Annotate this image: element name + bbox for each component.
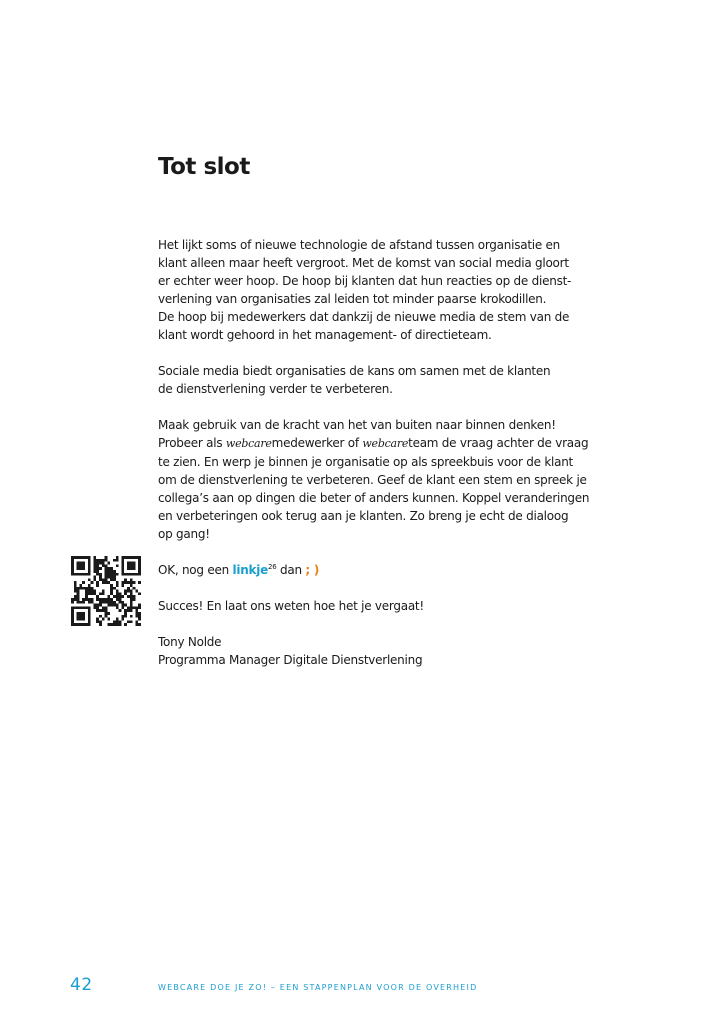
signature-name: Tony Nolde xyxy=(158,635,222,649)
text-span: dan xyxy=(276,563,306,577)
text-line: klant alleen maar heeft vergroot. Met de komst van social media gloort xyxy=(158,256,569,270)
signature xyxy=(158,633,578,669)
text-line: Het lijkt soms of nieuwe technologie de afstand tussen organisatie en xyxy=(158,238,561,252)
text-line: collega’s aan op dingen die beter of anders kunnen. Koppel veranderingen xyxy=(158,491,590,505)
text-line: de dienstverlening verder te verbeteren. xyxy=(158,382,393,396)
page-number: 42 xyxy=(70,975,93,995)
text-line: Sociale media biedt organisaties de kans om samen met de klanten xyxy=(158,364,551,378)
qr-code-icon[interactable] xyxy=(71,556,141,626)
text-span: medewerker of xyxy=(271,436,363,450)
text-span: team de vraag achter de vraag xyxy=(408,436,589,450)
text-line: op gang! xyxy=(158,527,210,541)
paragraph-social-media xyxy=(158,362,578,398)
footer-title: WEBCARE DOE JE ZO! – EEN STAPPENPLAN VOOR DE OVERHEID xyxy=(158,983,478,992)
paragraph-closing xyxy=(158,597,578,615)
emphasis-webcare: webcare xyxy=(362,437,409,450)
body-text xyxy=(158,236,590,687)
text-line: en verbeteringen ook terug aan je klanten. Zo breng je echt de dialoog xyxy=(158,509,569,523)
smiley: ; ) xyxy=(305,563,320,577)
paragraph-advice xyxy=(158,416,590,543)
paragraph-intro xyxy=(158,236,578,344)
text-line: er echter weer hoop. De hoop bij klanten dat hun reacties op de dienst- xyxy=(158,274,572,288)
linkje-link[interactable]: linkje xyxy=(232,563,269,577)
footnote-marker: 26 xyxy=(268,563,277,571)
text-line: klant wordt gehoord in het management- of directieteam. xyxy=(158,328,492,342)
text-line xyxy=(158,434,589,453)
paragraph-link xyxy=(158,561,578,579)
page-title: Tot slot xyxy=(158,154,250,180)
text-line: om de dienstverlening te verbeteren. Geef de klant een stem en spreek je xyxy=(158,473,587,487)
text-span: Probeer als xyxy=(158,436,226,450)
text-line: Maak gebruik van de kracht van het van buiten naar binnen denken! xyxy=(158,418,556,432)
emphasis-webcare: webcare xyxy=(225,437,272,450)
text-line: Succes! En laat ons weten hoe het je vergaat! xyxy=(158,599,424,613)
text-line: De hoop bij medewerkers dat dankzij de nieuwe media de stem van de xyxy=(158,310,570,324)
text-line: verlening van organisaties zal leiden tot minder paarse krokodillen. xyxy=(158,292,547,306)
text-line xyxy=(158,561,578,579)
text-span: OK, nog een xyxy=(158,563,233,577)
signature-role: Programma Manager Digitale Dienstverlening xyxy=(158,653,423,667)
text-line: te zien. En werp je binnen je organisatie op als spreekbuis voor de klant xyxy=(158,455,574,469)
